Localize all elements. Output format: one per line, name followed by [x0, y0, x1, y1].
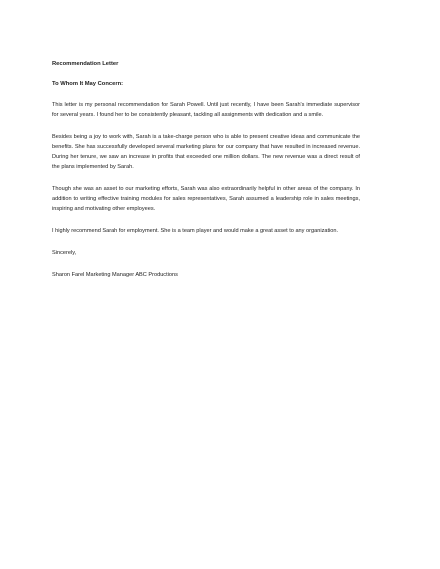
document-title: Recommendation Letter [52, 61, 119, 67]
salutation: To Whom It May Concern: [52, 81, 124, 87]
paragraph-4: I highly recommend Sarah for employment. She is a team player and would make a great asset to any organization. [52, 228, 339, 234]
signature: Sharon Farel Marketing Manager ABC Productions [52, 272, 178, 278]
paragraph-3: Though she was an asset to our marketing efforts, Sarah was also extraordinarily helpful in other areas of the company. In addition to writing effective training modules for sales representatives, Sarah assumed a leadership role in sales meetings, inspiring and motivating other employees. [52, 186, 360, 212]
paragraph-2: Besides being a joy to work with, Sarah is a take-charge person who is able to present creative ideas and communicate the benefits. She has successfully developed several marketing plans for our company that have resulted in increased revenue. During her tenure, we saw an increase in profits that exceeded one million dollars. The new revenue was a direct result of the plans implemented by Sarah. [52, 134, 360, 170]
closing: Sincerely, [52, 250, 77, 256]
paragraph-1: This letter is my personal recommendation for Sarah Powell. Until just recently, I have been Sarah's immediate supervisor for several years. I found her to be consistently pleasant, tackling all assignments with dedication and a smile. [52, 102, 360, 118]
letter-body [52, 60, 360, 280]
